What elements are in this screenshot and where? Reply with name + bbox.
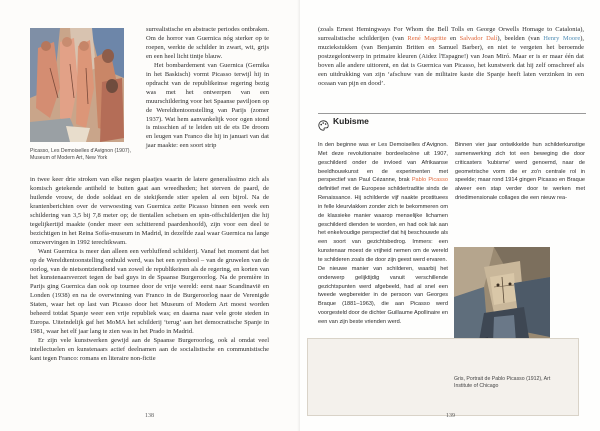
paragraph: Het bombardement van Guernica (Gernika in het Baskisch) vormt Picasso terwijl hij in opdracht van de republikeinse regering bezig was met het ontwerpen van een muurschildering voor het Spaanse paviljoen op de Wereldtentoonstelling van Parijs (zomer 1937). Wat hem aanvankelijk voor ogen stond is misschien af te leiden uit de ets De droom en leugen van Franco die hij in januari van dat jaar maakte: een soort strip (146, 61, 269, 150)
caption-line: Gris, Portrait de Pablo Picasso (1912), Art (454, 376, 551, 382)
paragraph: Er zijn vele kunstwerken gewijd aan de Spaanse Burgeroorlog, ook al omdat veel intellectuelen en kunstenaars actief deelnamen aan de socialistische en communistische kant tegen Franco: romans en literaire non-fictie (30, 337, 269, 363)
caption-line: Picasso, Les Demoiselles d'Avignon (1907), (30, 148, 131, 154)
section-rule (318, 113, 586, 114)
link-dali[interactable]: Salvador Dalí (459, 34, 498, 42)
paragraph: Want Guernica is meer dan alleen een verbluffend schilderij. Vanaf het moment dat het op de Wereldtentoonstelling onthuld werd, was het een symbool – van de gruwelen van de oorlog, van de nietsontziendheid van zowel de republikeinen als de regering, en korten van het kunstenaarsverzet tegen de bad guys in de Spaanse Burgeroorlog. Na de première in Parijs ging Guernica dan ook op tournee door de vrije wereld: eerst naar Scandinavië en Londen (1938) en na de overwinning van Franco in de Burgeroorlog naar de Verenigde Staten, waar het op last van Picasso door het Museum of Modern Art moest worden beheerd totdat Spanje weer een vrije republiek was; en daarna naar vele grote steden in Europa. Uiteindelijk gaf het MoMA het schilderij ‘terug’ aan het democratische Spanje in 1981, waar het elf jaar lang te zien was in het Prado in Madrid. (30, 247, 269, 336)
palette-icon (318, 118, 329, 129)
demoiselles-illustration (30, 28, 124, 142)
figure-caption-left (30, 148, 140, 162)
figure-caption-right (454, 376, 574, 390)
paragraph: in twee keer drie stroken van elke negen plaatjes waarin de latere generalíssimo zich als komisch getekende antiheld te buiten gaat aan wreedheden; het sterven de paard, de huilende vrouw, de dode soldaat en de stekijkende stier spelen al een bijrol. Na de krantenberichten over de verwoesting van Guernica zette Picasso binnen een week een schildering van 3,5 bij 7,8 meter op; de tientallen schetsen en spin-offschilderijen die hij tegelijkertijd maakte (onder meer een schitterend paardenhoofd), zijn voor een deel te bezichtigen in het Reina Sofía-museum in Madrid, in dezelfde zaal waar Guernica na lange omzwervingen in 1992 terechtkwam. (30, 176, 269, 246)
left-full-column (30, 176, 269, 364)
link-picasso[interactable]: Pablo Picasso (411, 177, 448, 184)
page-number-left: 138 (145, 413, 154, 419)
page-number-right: 139 (446, 413, 455, 419)
caption-line: Institute of Chicago (454, 383, 499, 389)
kubisme-column-1 (318, 141, 448, 327)
right-top-column (318, 26, 584, 89)
caption-line: Museum of Modern Art, New York (30, 155, 108, 161)
kubisme-column-2 (455, 141, 585, 203)
section-heading-kubisme (318, 113, 586, 133)
link-magritte[interactable]: René Magritte (407, 34, 447, 42)
paragraph: (zoals Ernest Hemingways For Whom the Bell Tolls en George Orwells Homage to Catalonia), surrealistische schilderijen (van René Magritte en Salvador Dalí), beelden (van Henry Moore), muziekstukken (van Benjamin Britten en Samuel Barber), en niet te vergeten het beroemde postzegelontwerp in primaire kleuren (Aidez l'Espagne!) van Joan Miró. Maar er is er maar één dat boven alle andere uittorent, en dat is Guernica van Picasso, het kunstwerk dat hij zelf omschreef als een uitdrukking van zijn ‘afschuw van de militaire kaste die Spanje heeft laten verzinken in een oceaan van pijn en dood’. (318, 26, 584, 87)
paragraph: In den beginne was er Les Demoiselles d'Avignon. Met deze revolutionaire bordeelscène uit 1907, geschilderd onder de invloed van Afrikaanse beeldhouwkunst en de experimenten met perspectief van Paul Cézanne, brak Pablo Picasso definitief met de Europese schildertraditie sinds de Renaissance. Hij schilderde vijf naakte prostituees in felle kleurvlakken zonder zich te bekommeren om de klassieke manier waarop menselijke lichamen geschilderd dienden te worden, en had ook lak aan het enkelvoudige perspectief dat hij beschouwde als een soort van gezichtsbedrog. Immers: een kunstenaar moest de vrijheid nemen om de wereld te schilderen zoals die door zijn geest werd ervaren. (318, 142, 448, 263)
demoiselles-painting (30, 28, 124, 142)
paragraph: De nieuwe manier van schilderen, waarbij het onderwerp gelijktijdig vanuit verschillende gezichtspunten werd afgebeeld, had al snel een tweede wegbereider in de persoon van Georges Braque (1881–1963), die aan Picasso werd voorgesteld door de dichter Guillaume Apollinaire en een van zijn beste vrienden werd. (318, 265, 448, 325)
left-short-column (146, 26, 269, 151)
link-moore[interactable]: Henry Moore (543, 34, 581, 42)
paragraph: Binnen vier jaar ontwikkelde hun schilderkunstige samenwerking zich tot een beweging die door criticasters ‘kubisme’ werd genoemd, naar de geometrische vorm die er zo'n centrale rol in speelde; maar rond 1914 gingen Picasso en Braque alweer een stap verder door te werken met driedimensionale collages die een nieuw rea- (455, 142, 585, 202)
paragraph: surrealistische en abstracte periodes ontbraken. Om de horror van Guernica nóg sterker op te roepen, werkte de schilder in zwart, wit, grijs en een heel licht tintje blauw. (146, 26, 269, 60)
section-title: Kubisme (333, 116, 369, 126)
